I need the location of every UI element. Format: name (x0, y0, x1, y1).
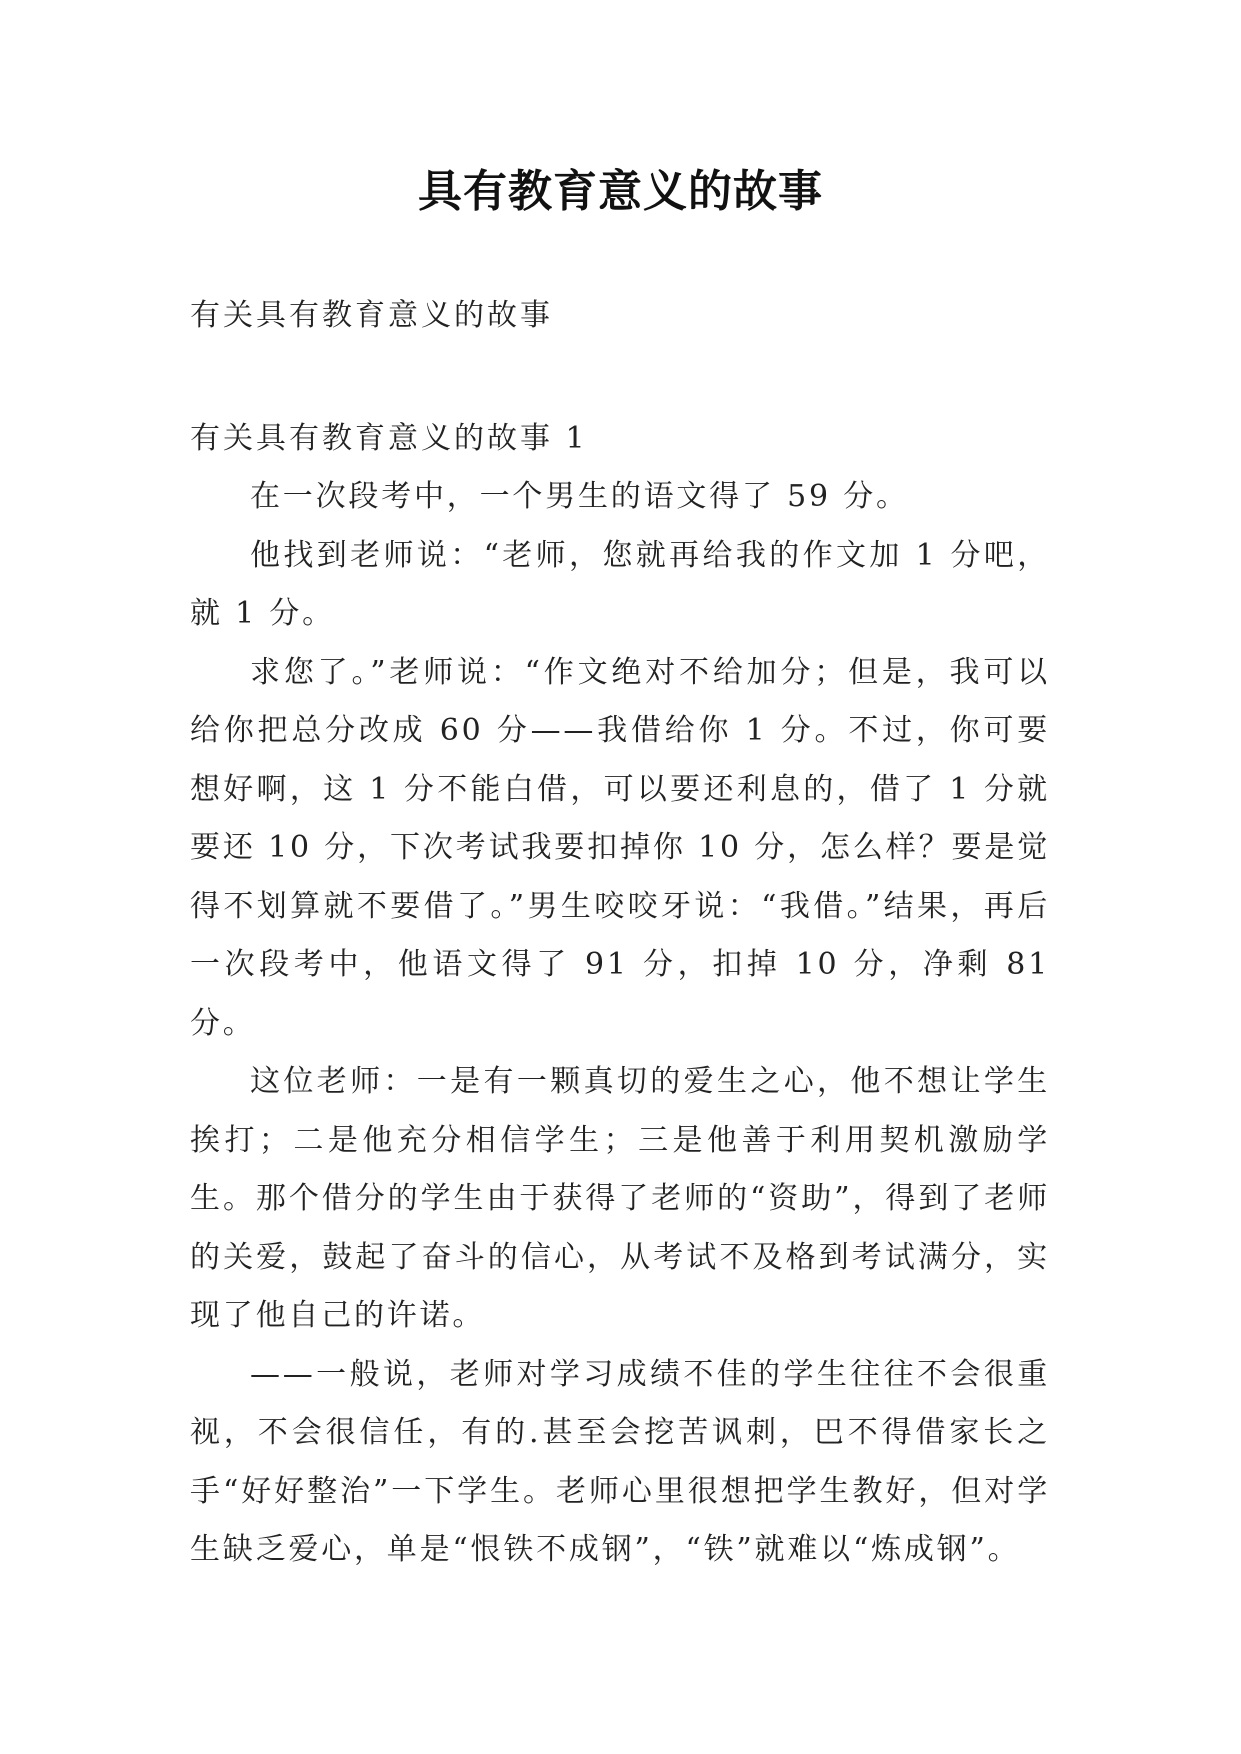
paragraph: ——一般说，老师对学习成绩不佳的学生往往不会很重视，不会很信任，有的.甚至会挖苦讽刺，巴不得借家长之手“好好整治”一下学生。老师心里很想把学生教好，但对学生缺乏爱心，单是“恨铁不成钢”，“铁”就难以“炼成钢”。 (190, 1356, 1050, 1567)
paragraph: 在一次段考中，一个男生的语文得了 59 分。 (250, 479, 909, 514)
paragraph: 求您了。”老师说：“作文绝对不给加分；但是，我可以给你把总分改成 60 分——我借给你 1 分。不过，你可要想好啊，这 1 分不能白借，可以要还利息的，借了 1 分就要还 10 分，下次考试我要扣掉你 10 分，怎么样？要是觉得不划算就不要借了。”男生咬咬牙说：“我借。”结果，再后一次段考中，他语文得了 91 分，扣掉 10 分，净剩 81 分。 (190, 654, 1050, 1041)
story-body (190, 468, 1050, 1580)
document-subtitle: 有关具有教育意义的故事 (190, 298, 553, 333)
document-title: 具有教育意义的故事 (418, 166, 823, 217)
paragraph: 这位老师：一是有一颗真切的爱生之心，他不想让学生挨打；二是他充分相信学生；三是他善于利用契机激励学生。那个借分的学生由于获得了老师的“资助”，得到了老师的关爱，鼓起了奋斗的信心，从考试不及格到考试满分，实现了他自己的许诺。 (190, 1064, 1050, 1333)
section-heading: 有关具有教育意义的故事 1 (190, 421, 588, 456)
paragraph: 他找到老师说：“老师，您就再给我的作文加 1 分吧，就 1 分。 (190, 537, 1050, 631)
